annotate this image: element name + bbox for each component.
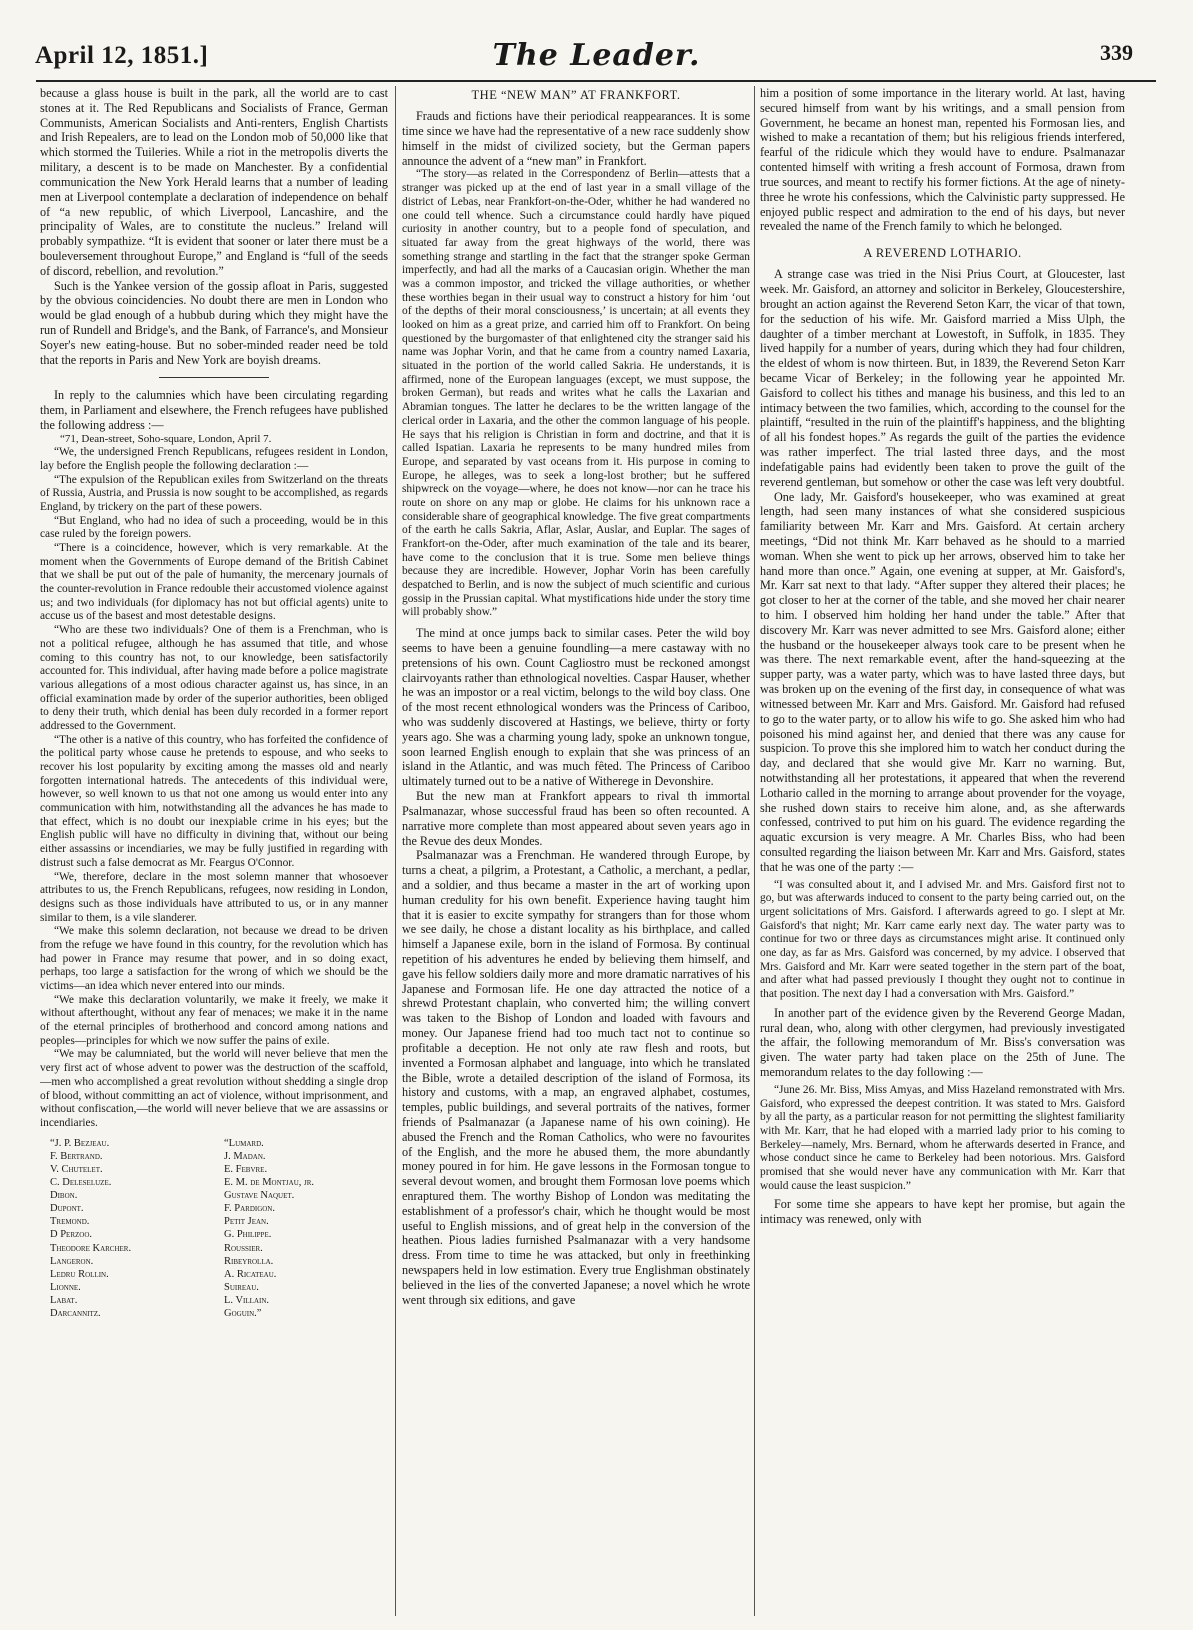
address-line: “71, Dean-street, Soho-square, London, April 7. [60, 432, 272, 445]
column-divider [754, 86, 755, 1616]
paragraph: In another part of the evidence given by the Reverend George Madan, rural dean, who, along with other clergymen, had previously investigated the affair, the following memorandum of Mr. Biss's conversation was given. The water party had taken place on the 25th of June. The memorandum relates to the day following :— [760, 1005, 1125, 1080]
signatures-right [214, 1137, 388, 1321]
paragraph: A strange case was tried in the Nisi Prius Court, at Gloucester, last week. Mr. Gaisford, an attorney and solicitor in Berkeley, Gloucestershire, brought an action against the Reverend Seton Karr, the vicar of that town, for the seduction of his wife. Mr. Gaisford married a Miss Ulph, the daughter of a timber merchant at Lowestoft, in Suffolk, in 1835. They lived happily for a number of years, during which they had four children, the eldest of whom is now thirteen. But, in 1839, the Reverend Seton Karr became Vicar of Berkeley; in the following year he appointed Mr. Gaisford to collect his tithes and manage his business, and this led to an intimacy between the two families, which, according to the counsel for the plaintiff, “resulted in the ruin of the plaintiff's happiness, and the blighting of all his fondest hopes.” As regards the guilt of the parties the evidence was rather imperfect. The trial lasted three days, and the most indefatigable pains had evidently been taken to prove the guilt of the reverend gentleman, but somehow or other the case was left very doubtful. [760, 267, 1125, 489]
signatures [40, 1137, 388, 1321]
paragraph: In reply to the calumnies which have been circulating regarding them, in Parliament and elsewhere, the French refugees have published the following address :— [40, 388, 388, 433]
quote-paragraph: “There is a coincidence, however, which is very remarkable. At the moment when the Governments of Europe demand of the British Cabinet that we shall be put out of the pale of humanity, the mercenary journals of the counter-revolution in France redouble their accustomed violence against us; and two individuals (for diplomacy has not but official agents) unite to accuse us of the basest and most detestable designs. [40, 542, 388, 623]
signature: E. Febvre. [224, 1163, 268, 1175]
article-heading: A REVEREND LOTHARIO. [863, 246, 1022, 261]
signature: Suireau. [224, 1281, 259, 1293]
paragraph: Such is the Yankee version of the gossip afloat in Paris, suggested by the obvious coincidencies. No doubt there are men in London who would be glad enough of a hubbub during which they might have the run of Rundell and Bridge's, and the Bank, of Farrance's, and Monsieur Soyer's new eating-house. But no sober-minded reader need be told that the reports in Paris and New York are boyish dreams. [40, 278, 388, 367]
signature: Dibon. [50, 1190, 78, 1202]
signature: A. Ricateau. [224, 1268, 277, 1280]
signature: Labat. [50, 1295, 78, 1307]
signature: C. Deleseluze. [50, 1176, 112, 1188]
signature: Roussier. [224, 1242, 263, 1254]
column-2 [402, 86, 750, 1620]
signature: F. Pardigon. [224, 1203, 275, 1215]
quote-paragraph: “We, therefore, declare in the most solemn manner that whosoever attributes to us, the French Republicans, refugees, now residing in London, designs such as those individuals have attributed to us, or in any manner similar to them, is a vile slanderer. [40, 870, 388, 924]
paragraph: Psalmanazar was a Frenchman. He wandered through Europe, by turns a cheat, a pilgrim, a Protestant, a Catholic, a merchant, a pedlar, and a soldier, and thus became a master in the art of working upon human credulity for his own benefit. Experience having taught him that it is easier to excite sympathy for strangers than for those whom we see daily, he chose a distant locality as his birthplace, and called himself a Japanese exile, born in the island of Formosa. By continual repetition of his adventures he ended by believing them himself, and gave his fellow soldiers daily more and more dramatic narratives of his Japanese and Formosan life. He one day attracted the notice of a shrewd Protestant chaplain, who converted him; the willing convert was taken to the Bishop of London and loaded with favours and money. Our Japanese friend had too much tact not to continue so profitable a deception. He not only ate raw flesh and roots, but invented a Formosan alphabet and language, into which he translated the Bible, wrote a detailed description of the island of Formosa, its history and customs, with a map, an engraved alphabet, costumes, temples, public buildings, and several portraits of the natives, former friends of Psalmanazar (a Japanese name of his own coining). He abused the French and the Roman Catholics, who were no favourites of the English, and the more he abused them, the more abundantly money poured in for him. He gave lessons in the Formosan tongue to several devout women, and brought them Formosan love poems which enraptured them. The worthy Bishop of London was meditating the establishment of a professor's chair, which he thought would be most useful to English missions, and of great help in the conversion of the heathen. Pious ladies furnished Psalmanazar with a very handsome dress. From time to time he was attacked, but only in freethinking newspapers held in low estimation. Every true Englishman obstinately believed in the lies of the converted Japanese; a novel which he wrote went through six editions, and gave [402, 848, 750, 1307]
column-divider [395, 86, 396, 1616]
quote-paragraph: “Who are these two individuals? One of them is a Frenchman, who is not a political refugee, although he has assumed that title, and whose coming to this country has not, to our knowledge, been satisfactorily accounted for. This individual, after having made before a police magistrate various allegations of a most odious character against us, has since, in an official examination made by order of the superior authorities, been obliged to deny their truth, which denial has been duly recorded in a former report addressed to the Government. [40, 624, 388, 732]
signature: Langeron. [50, 1255, 94, 1267]
column-1 [40, 86, 388, 1620]
paragraph: For some time she appears to have kept her promise, but again the intimacy was renewed, only with [760, 1197, 1125, 1227]
column-3 [760, 86, 1125, 1620]
signature: Theodore Karcher. [50, 1242, 132, 1254]
header-rule [36, 80, 1156, 82]
paragraph: because a glass house is built in the park, all the world are to cast stones at it. The Red Republicans and Socialists of France, German Communists, American Socialists and Anti-renters, English Chartists and Irish Repealers, are to lead on the London mob of 50,000 like that which stormed the Tuileries. While a riot in the metropolis diverts the military, a descent is to be made on Manchester. By a confidential communication the New York Herald learns that a number of leading men at Liverpool contemplate a declaration of independence on behalf of “a new republic, of which Liverpool, Lancashire, and the principality of Wales, are to constitute the nucleus.” Ireland will probably sympathize. “It is evident that sooner or later there must be a bouleversement throughout Europe,” and England is “full of the seeds of discord, rebellion, and revolution.” [40, 86, 388, 278]
signature: Ribeyrolla. [224, 1255, 274, 1267]
paragraph: him a position of some importance in the literary world. At last, having secured himself from want by his writings, and a small pension from Government, he became an honest man, repented his Formosan lies, and wished to make a recantation of them; but his religious friends interfered, fearful of the ridicule which they would have to endure. Psalmanazar contented himself with writing a fresh account of Formosa, drawn from true sources, and meant to rectify his former fictions. At the age of ninety-three he wrote his confessions, which the Calvinistic party suppressed. He enjoyed public respect and admiration to the end of his days, but never revealed the name of the French family to which he belonged. [760, 86, 1125, 234]
quote-paragraph: “The other is a native of this country, who has forfeited the confidence of the political party whose cause he pretends to espouse, and who seeks to recover his lost popularity by exciting among the masses old and nearly forgotten international hatreds. The antecedents of this individual were, however, so well known to us that not one among us would enter into any communication with him, notwithstanding all the advances he has made to that effect, which is no doubt our inexpiable crime in his eyes; but the English public will have no difficulty in divining that, without our being either assassins or incendiaries, we may be fully justified in regarding with distrust such a false democrat as Mr. Feargus O'Connor. [40, 733, 388, 869]
signature: E. M. de Montjau, jr. [224, 1176, 315, 1188]
paragraph: The mind at once jumps back to similar cases. Peter the wild boy seems to have been a genuine foundling—a mere castaway with no pretensions of his own. Count Cagliostro must be reckoned amongst clairvoyants rather than ethnological novelties. Caspar Hauser, whether he was an impostor or a real victim, belongs to the wild boy class. One of the most recent ethnological wonders was the Princess of Cariboo, who was suddenly discovered at Hastings, we believe, thirty or forty years ago. She was a charming young lady, spoke an unknown tongue, soon learned English enough to explain that she was princess of an island in the Atlantic, and was much fêted. The Princess of Cariboo ultimately turned out to be a native of Witherege in Devonshire. [402, 626, 750, 789]
masthead [0, 0, 1193, 80]
signature: V. Chutelet. [50, 1163, 103, 1175]
signature: L. Villain. [224, 1295, 270, 1307]
signature: “J. P. Bezjeau. [50, 1137, 110, 1149]
quote-paragraph: “The story—as related in the Correspondenz of Berlin—attests that a stranger was picked up at the end of last year in a small village of the district of Lebas, near Frankfort-on-the-Oder, whither he had wandered no one could tell whence. Such a circumstance could hardly have piqued curiosity in another country, but to a people fond of speculation, and situated far away from the great highways of the world, there was something strange and startling in the fact that the stranger spoke German imperfectly, and had all the marks of a Caucasian origin. Whether the man was a common impostor, and tricked the village authorities, or whether these worthies began in their usual way to construct a history for him ‘out of the depths of their moral consciousness,’ is uncertain; at all events they looked on him as a great prize, and carried him off to Frankfort. On being questioned by the burgomaster of that enlightened city the stranger said his name was Jophar Vorin, and that he came from a country named Laxaria, situated in the portion of the world called Sakria. He understands, it is affirmed, none of the European languages (except, we must suppose, the broken German), but reads and writes what he calls the Laxarian and Abramian tongues. The latter he declares to be the written langage of the clerical order in Laxaria, and the other the common language of his people. He says that his religion is Christian in form and doctrine, and that it is called Ispatian. Laxaria he represents to be many hundred miles from Europe, and separated by vast oceans from it. His purpose in coming to Europe, he alleges, was to seek a long-lost brother; but he suffered shipwreck on the voyage—where, he does not know—nor can he trace his route on shore on any map or globe. He claims for his unknown race a considerable share of geographical knowledge. The five great compartments of the earth he calls Sakria, Aflar, Aslar, Auslar, and Euplar. The sages of Frankfort-on the-Oder, after much examination of the tale and its bearer, have come to the conclusion that it is true. Some men believe things because they are incredible. However, Jophar Vorin has been carefully despatched to Berlin, and is now the subject of much scientific and curious gossip in the Prussian capital. What mystifications hide under the story time will probably show.” [402, 168, 750, 619]
signature: F. Bertrand. [50, 1150, 103, 1162]
paragraph: But the new man at Frankfort appears to rival th immortal Psalmanazar, whose successful fraud has been so often recounted. A narrative more complete than most appeared about seven years ago in the Revue des deux Mondes. [402, 789, 750, 848]
quote-paragraph: “The expulsion of the Republican exiles from Switzerland on the threats of Russia, Austria, and Prussia is now sought to be accomplished, as regards England, by trickery on the part of these powers. [40, 473, 388, 513]
signature: Darcannitz. [50, 1308, 101, 1320]
quote-paragraph: “We make this solemn declaration, not because we dread to be driven from the refuge we have found in this country, for the revolution which has had power in France may resume that power, and in so doing exact, perhaps, too large a satisfaction for the wrong of which we should be the victims—an idea which never entered into our minds. [40, 925, 388, 993]
signatures-left [40, 1137, 214, 1321]
signature: Petit Jean. [224, 1216, 269, 1228]
page-number: 339 [1100, 40, 1133, 65]
signature: Gustave Naquet. [224, 1190, 295, 1202]
issue-date: April 12, 1851.] [35, 42, 209, 69]
signature: Tremond. [50, 1216, 90, 1228]
signature: Lionne. [50, 1281, 81, 1293]
signature: Ledru Rollin. [50, 1268, 109, 1280]
section-divider [159, 377, 269, 378]
quote-paragraph: “We may be calumniated, but the world will never believe that men the very first act of whose advent to power was the destruction of the scaffold,—men who accomplished a great revolution without shedding a single drop of blood, without committing an act of violence, without imprisonment, and without confiscation,—the world will never believe that we are assassins or incendiaries. [40, 1048, 388, 1129]
article-heading: THE “NEW MAN” AT FRANKFORT. [471, 88, 681, 102]
signature: Goguin.” [224, 1308, 262, 1320]
paragraph: Frauds and fictions have their periodical reappearances. It is some time since we have had the representative of a new race suddenly show himself in the midst of civilized society, but the German papers announce the advent of a “new man” in Frankfort. [402, 109, 750, 168]
signature: Dupont. [50, 1203, 84, 1215]
paragraph: One lady, Mr. Gaisford's housekeeper, who was examined at great length, had seen many instances of what she considered suspicious familiarity between Mr. Karr and Mrs. Gaisford. At certain archery meetings, “Did not think Mr. Karr behaved as he should to a married woman. When she went to pick up her arrows, observed him to take her hand more than once.” Again, one evening at supper, at Mr. Gaisford's, Mr. Karr sat next to that lady. “After supper they altered their places; he got closer to her at the corner of the table, and she moved her chair nearer to him. I observed him holding her hand under the table.” After that discovery Mr. Karr was never admitted to see Mrs. Gaisford alone; either the husband or the housekeeper always took care to be present when he was there. The next remarkable event, after the hand-squeezing at the supper party, was a water party, which was to have lasted three days, but was broken up on the evening of the first day, in consequence of what was witnessed between Mr. Karr and Mrs. Gaisford. Mr. Gaisford had refused to go to the water party, or to allow his wife to go. She asked him who had poisoned his mind against her, and denied that there was any cause for suspicion. To prove this she implored him to watch her conduct during the day, and declared that she would give Mr. Karr no warning. But, notwithstanding all her protestations, it appeared that when the reverend Lothario called in the morning to arrange about provender for the voyage, she rushed down stairs to receive him alone, and, as she afterwards confessed, contrived to put him on his guard. The evidence regarding the aquatic excursion is very meagre. A Mr. Charles Biss, who had been consulted regarding the liaison between Mr. Karr and Mrs. Gaisford, states that he was one of the party :— [760, 489, 1125, 874]
quote-paragraph: “June 26. Mr. Biss, Miss Amyas, and Miss Hazeland remonstrated with Mrs. Gaisford, who expressed the deepest contrition. It was stated to Mrs. Gaisford by all the party, as a particular reason for not permitting the slightest familiarity with Mr. Karr, that he had eloped with a married lady prior to his coming to Berkeley—namely, Mrs. Bernard, whom he afterwards deserted in France, and whose conduct since he came to Berkeley had been notorious. Mrs. Gaisford promised that she would never have any communication with Mr. Karr that would cause the least suspicion.” [760, 1083, 1125, 1192]
quote-paragraph: “I was consulted about it, and I advised Mr. and Mrs. Gaisford first not to go, but was afterwards induced to consent to the party being carried out, on the urgent solicitations of Mrs. Gaisford. I afterwards agreed to go. I slept at Mr. Gaisford's that night; Mr. Karr came early next day. The water party was to continue for two or three days as circumstances might arise. It continued only one day, as far as Mrs. Gaisford was concerned, by my advice. I observed that Mrs. Gaisford and Mr. Karr were seated together in the stern part of the boat, and after what had passed previously I thought they ought not to continue in that position. The next day I had a conversation with Mrs. Gaisford.” [760, 878, 1125, 1001]
signature: D Perzoo. [50, 1229, 93, 1241]
signature: “Lumard. [224, 1137, 264, 1149]
quote-paragraph: “But England, who had no idea of such a proceeding, would be in this case ruled by the foreign powers. [40, 514, 388, 541]
quote-paragraph: “We make this declaration voluntarily, we make it freely, we make it without afterthought, without any fear of menaces; we make it in the name of the eternal principles of brotherhood and concord among nations and peoples—principles for which we now suffer the pains of exile. [40, 993, 388, 1047]
signature: G. Philippe. [224, 1229, 272, 1241]
quote-paragraph: “We, the undersigned French Republicans, refugees resident in London, lay before the English people the following declaration :— [40, 446, 388, 472]
newspaper-title: The Leader. [492, 38, 701, 73]
signature: J. Madan. [224, 1150, 266, 1162]
